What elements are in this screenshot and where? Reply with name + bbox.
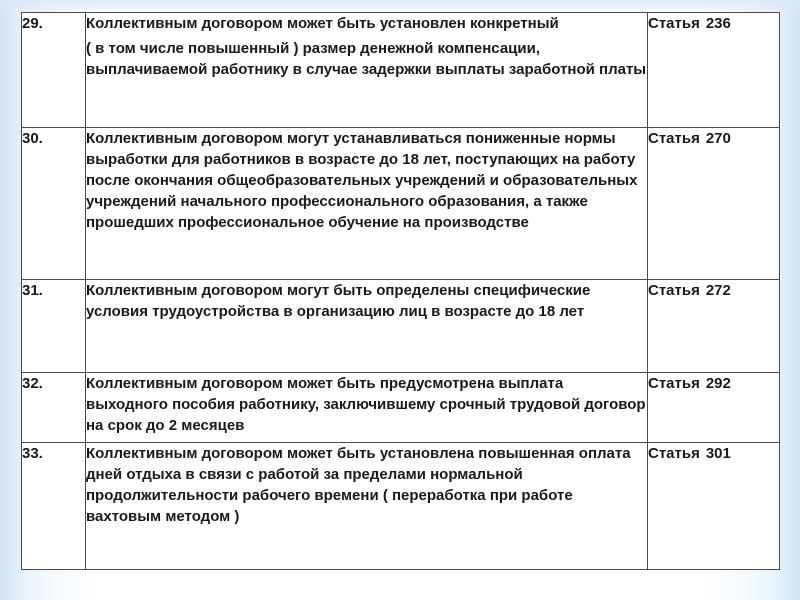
article-label: Статья [648,445,700,462]
provision-text [86,373,648,443]
provision-text [86,443,648,570]
table-row [22,128,780,280]
row-number: 29. [22,13,86,128]
article-number: 272 [705,282,731,299]
article-reference [648,443,780,570]
provision-text [86,13,648,128]
article-number: 301 [705,445,731,462]
row-number: 30. [22,128,86,280]
article-reference [648,128,780,280]
row-number: 31. [22,280,86,373]
provision-text [86,128,648,280]
table-row [22,280,780,373]
row-number: 32. [22,373,86,443]
article-reference [648,373,780,443]
provision-text-line: ( в том числе повышенный ) размер денежной компенсации, выплачиваемой работнику в случае задержки выплаты заработной платы [86,40,647,78]
row-number: 33. [22,443,86,570]
article-number: 292 [705,375,731,392]
provision-text-line: Коллективным договором может быть установлена повышенная оплата дней отдыха в связи с работой за пределами нормальной продолжительности рабочего времени ( переработка при работе вахтовым методом ) [86,445,631,525]
table-row [22,373,780,443]
provision-text-line: Коллективным договором может быть предусмотрена выплата выходного пособия работнику, заключившему срочный трудовой договор на срок до 2 месяцев [86,375,646,434]
article-label: Статья [648,15,700,32]
provision-text-line: Коллективным договором могут быть определены специфические условия трудоустройства в организацию лиц в возрасте до 18 лет [86,282,591,320]
table-row [22,443,780,570]
article-reference [648,13,780,128]
provision-text-line: Коллективным договором могут устанавливаться пониженные нормы выработки для работников в возрасте до 18 лет, поступающих на работу после окончания общеобразовательных учреждений и образовательных учреждений начального профессионального образования, а также прошедших профессиональное обучение на производстве [86,130,638,231]
article-number: 236 [705,15,731,32]
article-reference [648,280,780,373]
table-row [22,13,780,128]
article-label: Статья [648,130,700,147]
provision-text [86,280,648,373]
article-label: Статья [648,375,700,392]
article-number: 270 [705,130,731,147]
collective-agreement-table [21,12,780,570]
article-label: Статья [648,282,700,299]
provision-text-line: Коллективным договором может быть установлен конкретный [86,15,559,32]
